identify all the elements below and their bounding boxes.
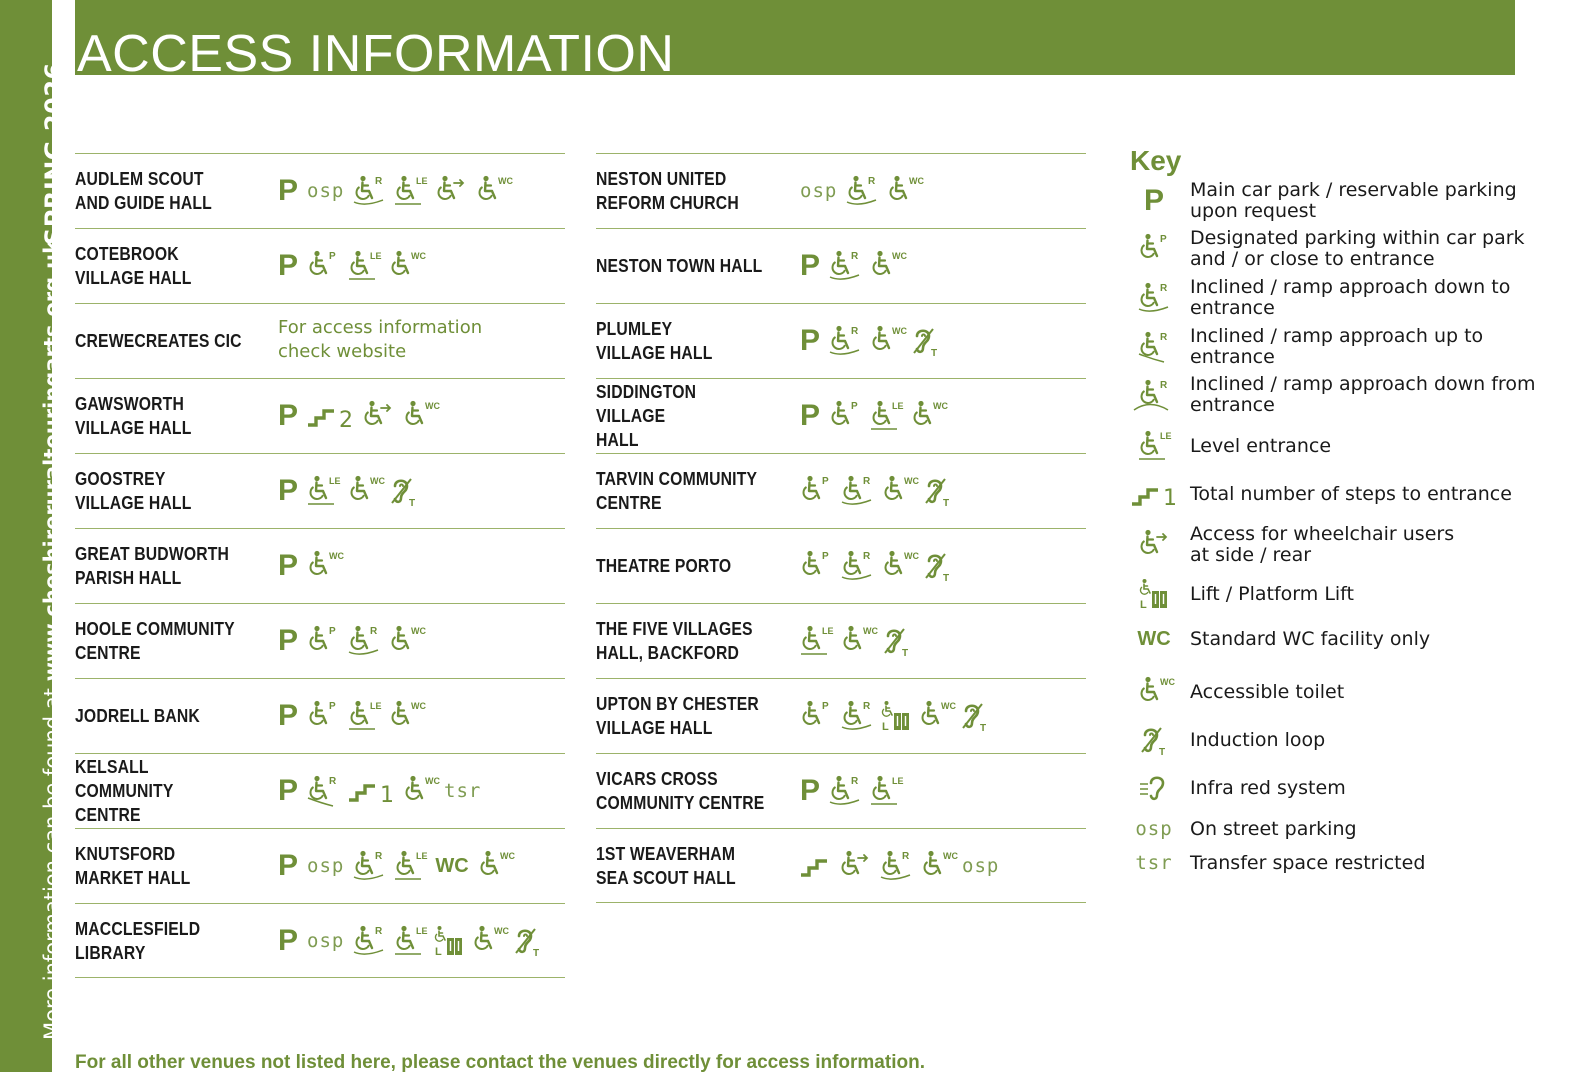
key-label: Inclined / ramp approach down from entrance xyxy=(1190,373,1536,416)
designated-parking-icon xyxy=(800,475,832,507)
key-item xyxy=(1130,180,1570,222)
svg-text:R: R xyxy=(1160,283,1168,294)
venue-note: For access information check website xyxy=(278,317,483,362)
steps-count: 1 xyxy=(1163,486,1177,511)
svg-text:P: P xyxy=(822,701,829,712)
more-info-text xyxy=(40,240,64,1040)
svg-text:P: P xyxy=(1160,234,1167,245)
key-symbol xyxy=(1130,676,1178,708)
ramp-down-icon xyxy=(829,325,861,357)
key-label: Total number of steps to entrance xyxy=(1190,483,1512,505)
venue-row xyxy=(596,453,1086,528)
key-item xyxy=(1130,818,1570,840)
ramp-down-icon xyxy=(353,925,385,957)
designated-parking-icon xyxy=(1138,233,1170,265)
svg-text:LE: LE xyxy=(416,926,428,936)
svg-text:LE: LE xyxy=(416,176,428,186)
parking-icon: P xyxy=(278,249,299,282)
parking-icon: P xyxy=(278,174,299,207)
accessible-toilet-icon xyxy=(870,325,907,357)
level-entrance-icon xyxy=(800,625,832,657)
svg-text:WC: WC xyxy=(941,701,956,711)
accessible-toilet-icon xyxy=(919,700,956,732)
svg-text:WC: WC xyxy=(370,476,385,486)
svg-text:P: P xyxy=(329,626,336,637)
svg-text:P: P xyxy=(822,551,829,562)
key-label: Access for wheelchair users at side / rear xyxy=(1190,523,1455,566)
ramp-down-icon xyxy=(353,850,385,882)
induction-loop-icon xyxy=(911,325,941,357)
level-entrance-icon xyxy=(394,925,426,957)
parking-icon: P xyxy=(278,924,299,957)
accessible-toilet-icon xyxy=(476,175,514,207)
key-symbol xyxy=(1130,724,1178,756)
svg-text:WC: WC xyxy=(904,476,919,486)
on-street-parking-icon: osp xyxy=(962,855,1000,877)
key-item xyxy=(1130,676,1570,708)
venue-name: AUDLEM SCOUT AND GUIDE HALL xyxy=(75,168,212,213)
designated-parking-icon xyxy=(800,700,832,732)
svg-text:R: R xyxy=(902,851,910,862)
venue-name: JODRELL BANK xyxy=(75,705,200,726)
accessible-toilet-icon xyxy=(882,475,919,507)
svg-text:T: T xyxy=(943,498,950,509)
key-symbol xyxy=(1130,331,1178,363)
accessible-toilet-icon xyxy=(870,250,907,282)
svg-text:R: R xyxy=(868,176,876,187)
key-item xyxy=(1130,430,1570,462)
on-street-parking-icon: osp xyxy=(1135,818,1173,840)
accessible-toilet-icon xyxy=(472,925,510,957)
svg-text:LE: LE xyxy=(416,851,428,861)
steps-count: 2 xyxy=(339,407,353,433)
svg-text:T: T xyxy=(902,648,909,659)
venue-row xyxy=(75,153,565,228)
venue-access-icons xyxy=(800,304,941,378)
accessible-toilet-icon xyxy=(403,400,440,432)
venue-row xyxy=(75,228,565,303)
svg-text:WC: WC xyxy=(329,551,344,561)
ramp-up-icon xyxy=(1138,331,1170,363)
svg-text:WC: WC xyxy=(904,551,919,561)
key-item xyxy=(1130,524,1570,566)
steps-icon xyxy=(307,400,353,433)
svg-text:WC: WC xyxy=(425,401,440,411)
venue-name: NESTON UNITED REFORM CHURCH xyxy=(596,168,739,213)
accessible-toilet-icon xyxy=(921,850,958,882)
ramp-down-icon xyxy=(846,175,878,207)
parking-icon: P xyxy=(278,774,299,807)
ramp-down-icon xyxy=(829,250,861,282)
venue-name: 1ST WEAVERHAM SEA SCOUT HALL xyxy=(596,843,736,888)
venue-row xyxy=(75,528,565,603)
parking-icon: P xyxy=(800,774,821,807)
key-item xyxy=(1130,326,1570,368)
key-symbol xyxy=(1130,430,1178,462)
svg-text:WC: WC xyxy=(892,251,907,261)
page-title: ACCESS INFORMATION xyxy=(77,25,675,75)
side-access-icon xyxy=(362,400,394,432)
accessible-toilet-icon xyxy=(307,550,344,582)
induction-loop-icon xyxy=(923,550,953,582)
sidebar xyxy=(0,0,68,1072)
steps-count: 1 xyxy=(380,782,394,808)
key-item xyxy=(1130,628,1570,651)
svg-text:WC: WC xyxy=(943,851,958,861)
key-label: On street parking xyxy=(1190,817,1357,840)
key-label: Infra red system xyxy=(1190,776,1346,799)
steps-icon xyxy=(1131,478,1177,511)
key-symbol xyxy=(1130,628,1178,651)
side-access-icon xyxy=(1138,529,1170,561)
accessible-toilet-icon xyxy=(389,250,426,282)
svg-text:R: R xyxy=(851,251,859,262)
venue-row xyxy=(596,828,1086,903)
accessible-toilet-icon xyxy=(403,775,440,807)
venue-name: MACCLESFIELD LIBRARY xyxy=(75,918,201,963)
ramp-down-icon xyxy=(841,550,873,582)
induction-loop-icon xyxy=(882,625,912,657)
svg-text:LE: LE xyxy=(329,476,341,486)
key-symbol xyxy=(1130,379,1178,411)
accessible-toilet-icon xyxy=(887,175,925,207)
parking-icon: P xyxy=(278,399,299,432)
venue-row xyxy=(596,378,1086,453)
venue-list-middle xyxy=(596,153,1086,903)
svg-text:WC: WC xyxy=(863,626,878,636)
svg-text:T: T xyxy=(943,573,950,584)
accessible-toilet-icon xyxy=(478,850,515,882)
level-entrance-icon xyxy=(394,175,426,207)
venue-name: VICARS CROSS COMMUNITY CENTRE xyxy=(596,768,765,813)
ramp-up-icon xyxy=(307,775,339,807)
on-street-parking-icon: osp xyxy=(307,855,345,877)
svg-text:LE: LE xyxy=(892,401,904,411)
accessible-toilet-icon xyxy=(389,700,426,732)
parking-icon: P xyxy=(800,399,821,432)
svg-text:WC: WC xyxy=(909,176,925,186)
venue-access-icons xyxy=(800,229,907,303)
venue-name: SIDDINGTON VILLAGE HALL xyxy=(596,381,697,450)
ramp-down-icon xyxy=(829,775,861,807)
key-item xyxy=(1130,724,1570,756)
svg-text:L: L xyxy=(882,721,889,733)
parking-icon: P xyxy=(278,849,299,882)
accessible-toilet-icon xyxy=(911,400,948,432)
svg-text:R: R xyxy=(863,551,871,562)
lift-icon xyxy=(882,700,910,732)
ramp-down-icon xyxy=(880,850,912,882)
svg-text:P: P xyxy=(329,701,336,712)
venue-name: THE FIVE VILLAGES HALL, BACKFORD xyxy=(596,618,753,663)
designated-parking-icon xyxy=(307,700,339,732)
svg-text:R: R xyxy=(1160,332,1168,343)
venue-access-icons xyxy=(278,904,543,978)
svg-text:WC: WC xyxy=(499,851,515,861)
key-item xyxy=(1130,578,1570,610)
venue-row xyxy=(596,228,1086,303)
venue-name: HOOLE COMMUNITY CENTRE xyxy=(75,618,235,663)
svg-text:R: R xyxy=(851,326,859,337)
svg-text:WC: WC xyxy=(425,776,440,786)
ramp-down-icon xyxy=(348,625,380,657)
venue-row xyxy=(75,753,565,828)
designated-parking-icon xyxy=(307,625,339,657)
steps-icon xyxy=(348,775,394,808)
accessible-toilet-icon xyxy=(882,550,919,582)
key-symbol xyxy=(1130,233,1178,265)
svg-text:R: R xyxy=(375,851,383,862)
parking-icon: P xyxy=(1144,184,1165,217)
venue-row xyxy=(596,303,1086,378)
svg-text:T: T xyxy=(533,948,540,959)
key-item xyxy=(1130,374,1570,416)
key-label: Standard WC facility only xyxy=(1190,628,1431,650)
svg-text:L: L xyxy=(435,946,443,958)
induction-loop-icon xyxy=(923,475,953,507)
svg-text:LE: LE xyxy=(370,701,382,711)
venue-row xyxy=(75,303,565,378)
side-access-icon xyxy=(435,175,467,207)
venue-access-icons xyxy=(800,679,990,753)
website-link[interactable]: www.cheshireruraltouringarts.org.uk xyxy=(40,239,64,682)
venue-access-icons xyxy=(800,154,925,228)
svg-text:LE: LE xyxy=(892,776,904,786)
more-info-prefix: More information can be found at xyxy=(40,681,64,1040)
svg-text:T: T xyxy=(1159,747,1166,758)
parking-icon: P xyxy=(278,624,299,657)
level-entrance-icon xyxy=(307,475,339,507)
svg-text:WC: WC xyxy=(892,326,907,336)
on-street-parking-icon: osp xyxy=(307,180,345,202)
key-title: Key xyxy=(1130,145,1182,176)
key-item xyxy=(1130,228,1570,270)
svg-text:T: T xyxy=(409,498,416,509)
steps-icon xyxy=(800,853,830,879)
infra-red-icon xyxy=(1139,772,1169,804)
key-label: Transfer space restricted xyxy=(1190,851,1426,874)
venue-access-icons xyxy=(278,679,426,753)
svg-text:WC: WC xyxy=(1160,677,1175,687)
key-item xyxy=(1130,277,1570,319)
venue-access-icons xyxy=(800,754,902,828)
svg-text:R: R xyxy=(370,626,378,637)
level-entrance-icon xyxy=(870,775,902,807)
designated-parking-icon xyxy=(829,400,861,432)
level-entrance-icon xyxy=(348,700,380,732)
venue-access-icons xyxy=(278,754,481,828)
level-entrance-icon xyxy=(394,850,426,882)
venue-row xyxy=(596,603,1086,678)
svg-text:WC: WC xyxy=(933,401,948,411)
venue-row xyxy=(75,828,565,903)
venue-name: THEATRE PORTO xyxy=(596,555,732,576)
venue-name: CREWECREATES CIC xyxy=(75,330,242,351)
accessible-toilet-icon xyxy=(389,625,426,657)
venue-row xyxy=(596,678,1086,753)
svg-text:LE: LE xyxy=(1160,431,1172,441)
parking-icon: P xyxy=(278,474,299,507)
venue-row xyxy=(75,378,565,453)
venue-row xyxy=(596,153,1086,228)
venue-access-icons xyxy=(800,604,912,678)
venue-access-icons xyxy=(278,454,419,528)
season-label: SPRING 2026 xyxy=(40,62,68,245)
venue-access-icons xyxy=(800,454,953,528)
venue-list-left xyxy=(75,153,565,978)
key-label: Level entrance xyxy=(1190,434,1332,457)
key-symbol xyxy=(1130,282,1178,314)
svg-text:LE: LE xyxy=(822,626,834,636)
on-street-parking-icon: osp xyxy=(800,180,838,202)
accessible-toilet-icon xyxy=(841,625,878,657)
parking-icon: P xyxy=(800,249,821,282)
svg-text:LE: LE xyxy=(370,251,382,261)
key-item xyxy=(1130,852,1570,874)
designated-parking-icon xyxy=(800,550,832,582)
venue-name: GOOSTREY VILLAGE HALL xyxy=(75,468,192,513)
venue-name: GREAT BUDWORTH PARISH HALL xyxy=(75,543,230,588)
svg-text:R: R xyxy=(1160,380,1168,391)
svg-text:WC: WC xyxy=(411,701,426,711)
parking-icon: P xyxy=(278,699,299,732)
parking-icon: P xyxy=(278,549,299,582)
svg-text:T: T xyxy=(931,348,938,359)
svg-text:L: L xyxy=(1140,599,1147,611)
induction-loop-icon xyxy=(389,475,419,507)
key-symbol xyxy=(1130,852,1178,874)
induction-loop-icon xyxy=(1139,724,1169,756)
level-entrance-icon xyxy=(1138,430,1170,462)
key-symbol xyxy=(1130,184,1178,218)
svg-text:R: R xyxy=(375,926,383,937)
venue-access-icons xyxy=(800,379,948,453)
svg-text:WC: WC xyxy=(498,176,514,186)
footer-note: For all other venues not listed here, please contact the venues directly for access information. xyxy=(75,1052,925,1073)
venue-access-icons xyxy=(800,829,999,903)
svg-text:WC: WC xyxy=(411,251,426,261)
transfer-space-restricted-icon: tsr xyxy=(444,780,482,802)
svg-text:WC: WC xyxy=(411,626,426,636)
venue-name: UPTON BY CHESTER VILLAGE HALL xyxy=(596,693,759,738)
induction-loop-icon xyxy=(960,700,990,732)
key-symbol xyxy=(1130,578,1178,610)
key-label: Inclined / ramp approach down to entrance xyxy=(1190,276,1511,319)
svg-text:WC: WC xyxy=(494,926,510,936)
standard-wc-icon: WC xyxy=(1137,628,1171,650)
key-item xyxy=(1130,772,1570,804)
svg-text:R: R xyxy=(863,701,871,712)
venue-access-icons xyxy=(278,229,426,303)
venue-name: NESTON TOWN HALL xyxy=(596,255,763,276)
venue-access-icons xyxy=(278,379,440,453)
venue-access-icons xyxy=(800,529,953,603)
ramp-down-icon xyxy=(841,700,873,732)
venue-row xyxy=(75,603,565,678)
accessible-toilet-icon xyxy=(1138,676,1175,708)
venue-name: KELSALL COMMUNITY CENTRE xyxy=(75,756,174,825)
svg-text:P: P xyxy=(851,401,858,412)
transfer-space-restricted-icon: tsr xyxy=(1135,852,1173,874)
svg-text:R: R xyxy=(375,176,383,187)
level-entrance-icon xyxy=(870,400,902,432)
key-symbol xyxy=(1130,818,1178,840)
standard-wc-icon: WC xyxy=(435,854,469,877)
key-symbol xyxy=(1130,529,1178,561)
key-item xyxy=(1130,478,1570,511)
svg-text:R: R xyxy=(851,776,859,787)
ramp-down-from-icon xyxy=(1138,379,1170,411)
on-street-parking-icon: osp xyxy=(307,930,345,952)
induction-loop-icon xyxy=(513,925,543,957)
venue-row xyxy=(75,678,565,753)
venue-name: PLUMLEY VILLAGE HALL xyxy=(596,318,713,363)
designated-parking-icon xyxy=(307,250,339,282)
venue-name: TARVIN COMMUNITY CENTRE xyxy=(596,468,758,513)
svg-text:P: P xyxy=(329,251,336,262)
parking-icon: P xyxy=(800,324,821,357)
title-banner xyxy=(75,0,1515,75)
venue-access-icons xyxy=(278,829,515,903)
level-entrance-icon xyxy=(348,250,380,282)
venue-row xyxy=(75,903,565,978)
venue-access-icons xyxy=(278,154,514,228)
venue-access-icons xyxy=(278,604,426,678)
venue-access-icons xyxy=(278,529,344,603)
svg-text:R: R xyxy=(863,476,871,487)
svg-text:T: T xyxy=(980,723,987,734)
lift-icon xyxy=(435,925,463,957)
key-label: Inclined / ramp approach up to entrance xyxy=(1190,325,1484,368)
venue-row xyxy=(75,453,565,528)
svg-text:R: R xyxy=(329,776,337,787)
venue-row xyxy=(596,528,1086,603)
key-label: Lift / Platform Lift xyxy=(1190,582,1354,605)
accessible-toilet-icon xyxy=(348,475,385,507)
ramp-down-icon xyxy=(1138,282,1170,314)
svg-text:P: P xyxy=(822,476,829,487)
key-symbol xyxy=(1130,478,1178,511)
key-label: Designated parking within car park and / or close to entrance xyxy=(1190,227,1525,270)
ramp-down-icon xyxy=(841,475,873,507)
venue-name: KNUTSFORD MARKET HALL xyxy=(75,843,191,888)
lift-icon xyxy=(1140,578,1168,610)
ramp-down-icon xyxy=(353,175,385,207)
venue-row xyxy=(596,753,1086,828)
venue-name: GAWSWORTH VILLAGE HALL xyxy=(75,393,192,438)
key-label: Induction loop xyxy=(1190,728,1326,751)
side-access-icon xyxy=(839,850,871,882)
key-label: Main car park / reservable parking upon request xyxy=(1190,179,1517,222)
key-symbol xyxy=(1130,772,1178,804)
key-label: Accessible toilet xyxy=(1190,680,1345,703)
venue-name: COTEBROOK VILLAGE HALL xyxy=(75,243,192,288)
